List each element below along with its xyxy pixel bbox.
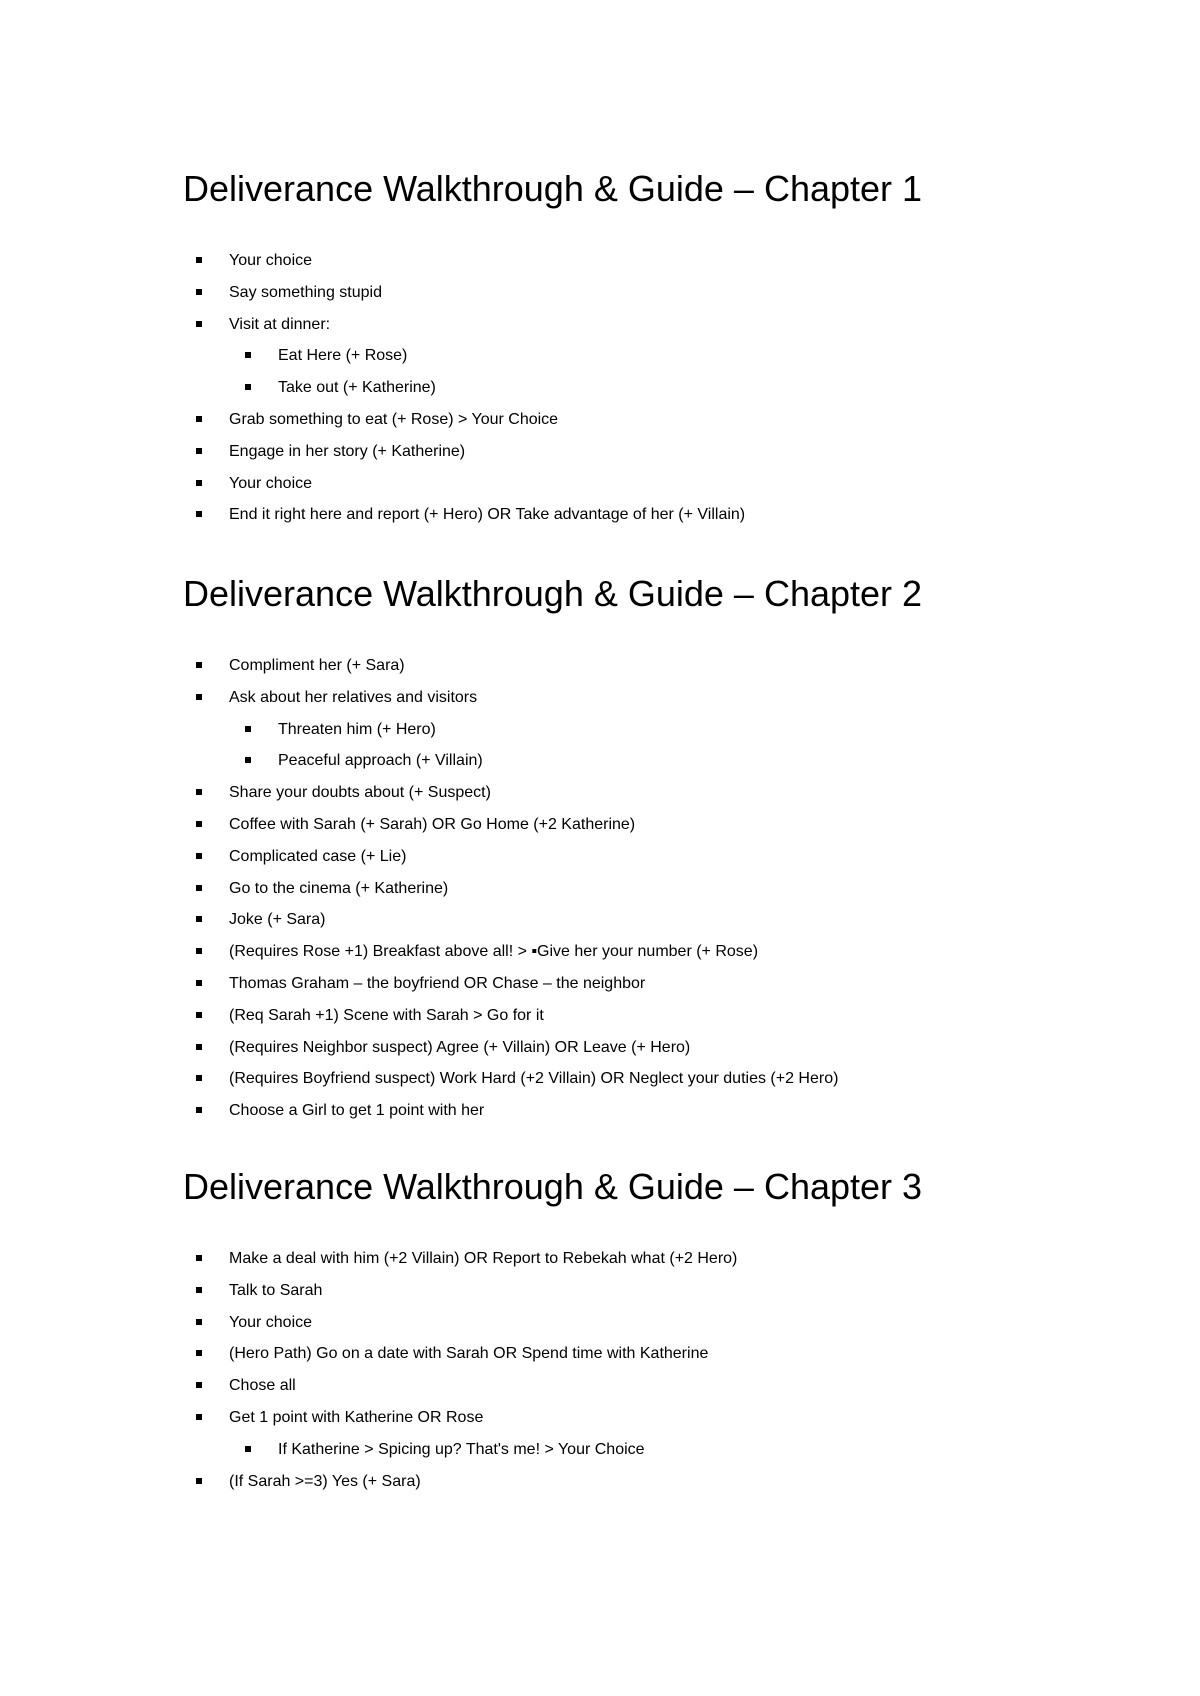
list-item: [183, 910, 1143, 942]
chapter-1-heading: Deliverance Walkthrough & Guide – Chapter 1: [183, 168, 923, 209]
list-item-text: Eat Here (+ Rose): [278, 347, 408, 365]
square-bullet-icon: [196, 1255, 202, 1261]
sub-list-item: [183, 720, 1143, 752]
list-item-text: Go to the cinema (+ Katherine): [229, 879, 449, 897]
square-bullet-icon: [196, 885, 202, 891]
square-bullet-icon: [196, 1012, 202, 1018]
list-item: [183, 474, 1143, 506]
square-bullet-icon: [196, 511, 202, 517]
list-item: [183, 1376, 1143, 1408]
list-item: [183, 1038, 1143, 1070]
list-item: [183, 442, 1143, 474]
square-bullet-icon: [196, 694, 202, 700]
sub-list-item: [183, 751, 1143, 783]
list-item-text: Peaceful approach (+ Villain): [278, 752, 483, 770]
list-item-text: (Requires Boyfriend suspect) Work Hard (+2 Villain) OR Neglect your duties (+2 Hero): [229, 1070, 839, 1088]
square-bullet-icon: [245, 1446, 251, 1452]
list-item-text: Ask about her relatives and visitors: [229, 688, 478, 706]
list-item: [183, 315, 1143, 347]
list-item: [183, 656, 1143, 688]
list-item-text: If Katherine > Spicing up? That's me! > Your Choice: [278, 1440, 645, 1458]
list-item: [183, 410, 1143, 442]
square-bullet-icon: [196, 321, 202, 327]
list-item: [183, 974, 1143, 1006]
list-item-text: Your choice: [229, 474, 313, 492]
chapter-3-section: [183, 1165, 1143, 1503]
sub-list-item: [183, 1440, 1143, 1472]
list-item: [183, 1006, 1143, 1038]
list-item-text: (Req Sarah +1) Scene with Sarah > Go for it: [229, 1006, 544, 1024]
list-item-text: (Hero Path) Go on a date with Sarah OR Spend time with Katherine: [229, 1345, 709, 1363]
list-item-text: (If Sarah >=3) Yes (+ Sara): [229, 1472, 421, 1490]
list-item: [183, 1101, 1143, 1133]
chapter-1-list: [183, 251, 1143, 537]
square-bullet-icon: [245, 757, 251, 763]
list-item-text: Visit at dinner:: [229, 315, 331, 333]
square-bullet-icon: [196, 1414, 202, 1420]
list-item-text: Your choice: [229, 1313, 313, 1331]
square-bullet-icon: [196, 1044, 202, 1050]
list-item-text: Chose all: [229, 1377, 296, 1395]
square-bullet-icon: [196, 948, 202, 954]
square-bullet-icon: [196, 257, 202, 263]
chapter-3-heading: Deliverance Walkthrough & Guide – Chapter 3: [183, 1166, 923, 1207]
list-item-text: Choose a Girl to get 1 point with her: [229, 1102, 485, 1120]
square-bullet-icon: [196, 1382, 202, 1388]
square-bullet-icon: [196, 662, 202, 668]
list-item: [183, 1281, 1143, 1313]
list-item-text: (Requires Rose +1) Breakfast above all! > ▪Give her your number (+ Rose): [229, 943, 759, 961]
square-bullet-icon: [196, 416, 202, 422]
square-bullet-icon: [196, 980, 202, 986]
square-bullet-icon: [196, 789, 202, 795]
chapter-1-section: [183, 167, 1143, 537]
list-item-text: Talk to Sarah: [229, 1281, 323, 1299]
list-item-text: Take out (+ Katherine): [278, 379, 436, 397]
square-bullet-icon: [196, 1075, 202, 1081]
square-bullet-icon: [196, 480, 202, 486]
list-item: [183, 1408, 1143, 1440]
list-item-text: Your choice: [229, 252, 313, 269]
chapter-2-list: [183, 656, 1143, 1133]
chapter-2-heading: Deliverance Walkthrough & Guide – Chapter 2: [183, 573, 923, 614]
square-bullet-icon: [196, 1478, 202, 1484]
list-item: [183, 815, 1143, 847]
list-item: [183, 1313, 1143, 1345]
square-bullet-icon: [245, 384, 251, 390]
list-item-text: Make a deal with him (+2 Villain) OR Report to Rebekah what (+2 Hero): [229, 1250, 738, 1267]
list-item: [183, 879, 1143, 911]
sub-list-item: [183, 346, 1143, 378]
list-item: [183, 1249, 1143, 1281]
list-item-text: Coffee with Sarah (+ Sarah) OR Go Home (+2 Katherine): [229, 815, 636, 833]
list-item-text: Share your doubts about (+ Suspect): [229, 784, 491, 802]
square-bullet-icon: [196, 821, 202, 827]
list-item: [183, 1472, 1143, 1504]
list-item-text: (Requires Neighbor suspect) Agree (+ Villain) OR Leave (+ Hero): [229, 1038, 691, 1056]
sub-list-item: [183, 378, 1143, 410]
list-item-text: Threaten him (+ Hero): [278, 720, 436, 738]
chapter-2-section: [183, 572, 1143, 1133]
list-item-text: Grab something to eat (+ Rose) > Your Choice: [229, 410, 559, 428]
square-bullet-icon: [196, 448, 202, 454]
list-item: [183, 251, 1143, 283]
list-item-text: Engage in her story (+ Katherine): [229, 442, 466, 460]
list-item-text: Say something stupid: [229, 283, 382, 301]
square-bullet-icon: [196, 853, 202, 859]
list-item: [183, 783, 1143, 815]
list-item: [183, 1069, 1143, 1101]
square-bullet-icon: [196, 289, 202, 295]
square-bullet-icon: [196, 916, 202, 922]
list-item: [183, 942, 1143, 974]
list-item-text: Thomas Graham – the boyfriend OR Chase – the neighbor: [229, 974, 646, 992]
list-item-text: End it right here and report (+ Hero) OR Take advantage of her (+ Villain): [229, 506, 746, 524]
list-item-text: Get 1 point with Katherine OR Rose: [229, 1408, 484, 1426]
square-bullet-icon: [196, 1319, 202, 1325]
list-item: [183, 688, 1143, 720]
list-item: [183, 847, 1143, 879]
square-bullet-icon: [196, 1107, 202, 1113]
list-item: [183, 505, 1143, 537]
square-bullet-icon: [245, 726, 251, 732]
square-bullet-icon: [245, 352, 251, 358]
list-item-text: Joke (+ Sara): [229, 911, 326, 929]
list-item-text: Compliment her (+ Sara): [229, 657, 405, 674]
chapter-3-list: [183, 1249, 1143, 1503]
list-item-text: Complicated case (+ Lie): [229, 847, 407, 865]
list-item: [183, 1344, 1143, 1376]
list-item: [183, 283, 1143, 315]
square-bullet-icon: [196, 1287, 202, 1293]
square-bullet-icon: [196, 1350, 202, 1356]
